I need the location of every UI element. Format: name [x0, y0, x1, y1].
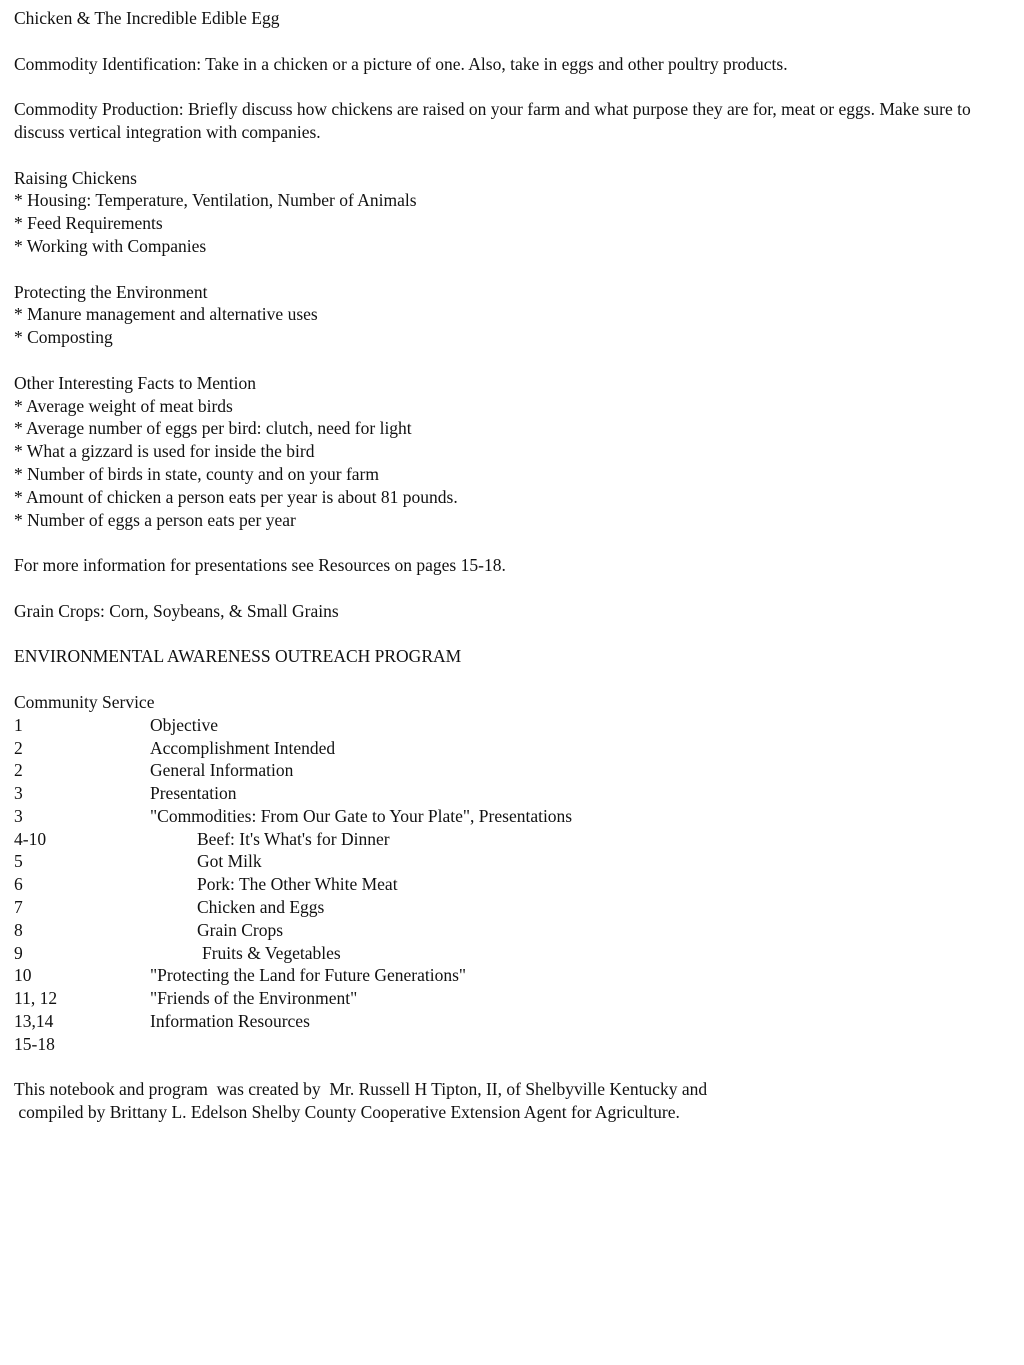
toc-page-number: 11, 12	[14, 988, 58, 1009]
list-item: * Number of birds in state, county and on your farm	[14, 463, 379, 484]
toc-row	[14, 805, 1014, 828]
credits-line: This notebook and program was created by Mr. Russell H Tipton, II, of Shelbyville Kentucky and	[14, 1079, 708, 1100]
toc-entry-label: "Commodities: From Our Gate to Your Plate", Presentations	[150, 805, 573, 826]
list-item: * Average weight of meat birds	[14, 395, 233, 416]
toc-heading: Community Service	[14, 691, 155, 712]
toc-page-number: 3	[14, 783, 23, 804]
toc-entry-label: "Protecting the Land for Future Generations"	[150, 965, 467, 986]
spacer	[14, 531, 1014, 554]
toc-entry-label: Accomplishment Intended	[150, 737, 336, 758]
toc-row	[14, 737, 1014, 760]
toc-page-number: 1	[14, 714, 23, 735]
toc-rows	[14, 714, 1014, 1056]
toc-page-number: 7	[14, 897, 23, 918]
raising-section	[14, 167, 1014, 258]
spacer	[14, 577, 1014, 600]
spacer	[14, 349, 1014, 372]
toc-row	[14, 1033, 1014, 1056]
document-page	[14, 7, 1014, 1124]
toc-page-number: 6	[14, 874, 23, 895]
commodity-identification: Commodity Identification: Take in a chicken or a picture of one. Also, take in eggs and other poultry products.	[14, 53, 788, 74]
spacer	[14, 75, 1014, 98]
list-item: * Feed Requirements	[14, 213, 163, 234]
toc-row	[14, 964, 1014, 987]
toc-row	[14, 987, 1014, 1010]
list-item: * Number of eggs a person eats per year	[14, 509, 296, 530]
toc-page-number: 8	[14, 919, 23, 940]
toc-page-number: 5	[14, 851, 23, 872]
toc-entry-label: Chicken and Eggs	[197, 897, 325, 918]
toc-entry-label: Beef: It's What's for Dinner	[197, 828, 390, 849]
spacer	[14, 30, 1014, 53]
toc-row	[14, 942, 1014, 965]
credits	[14, 1078, 1014, 1124]
facts-section	[14, 372, 1014, 532]
toc-page-number: 3	[14, 805, 23, 826]
list-item: * Composting	[14, 327, 113, 348]
toc-page-number: 9	[14, 942, 23, 963]
list-item: * Housing: Temperature, Ventilation, Number of Animals	[14, 190, 417, 211]
toc-page-number: 2	[14, 760, 23, 781]
toc-entry-label: Information Resources	[150, 1011, 310, 1032]
toc-entry-label: "Friends of the Environment"	[150, 988, 358, 1009]
spacer	[14, 258, 1014, 281]
spacer	[14, 623, 1014, 646]
toc-page-number: 10	[14, 965, 32, 986]
environment-section	[14, 281, 1014, 349]
section-heading: Protecting the Environment	[14, 281, 208, 302]
program-heading: ENVIRONMENTAL AWARENESS OUTREACH PROGRAM	[14, 646, 462, 667]
list-item: * Working with Companies	[14, 235, 207, 256]
toc-entry-label: Objective	[150, 714, 219, 735]
toc-row	[14, 714, 1014, 737]
toc-row	[14, 850, 1014, 873]
toc-row	[14, 759, 1014, 782]
toc-page-number: 4-10	[14, 828, 47, 849]
toc-entry-label: Got Milk	[197, 851, 262, 872]
list-item: * Average number of eggs per bird: clutch, need for light	[14, 418, 412, 439]
list-item: * What a gizzard is used for inside the bird	[14, 441, 315, 462]
toc-page-number: 15-18	[14, 1033, 55, 1054]
spacer	[14, 668, 1014, 691]
toc-row	[14, 919, 1014, 942]
toc-page-number: 13,14	[14, 1011, 54, 1032]
spacer	[14, 144, 1014, 167]
toc-entry-label: Pork: The Other White Meat	[197, 874, 398, 895]
table-of-contents	[14, 691, 1014, 1056]
spacer	[14, 1056, 1014, 1079]
section-heading: Raising Chickens	[14, 167, 137, 188]
toc-entry-label: General Information	[150, 760, 294, 781]
toc-page-number: 2	[14, 737, 23, 758]
toc-row	[14, 782, 1014, 805]
list-item: * Amount of chicken a person eats per year is about 81 pounds.	[14, 486, 458, 507]
toc-entry-label: Fruits & Vegetables	[202, 942, 341, 963]
toc-row	[14, 873, 1014, 896]
credits-line: compiled by Brittany L. Edelson Shelby County Cooperative Extension Agent for Agriculture.	[14, 1102, 680, 1123]
list-item: * Manure management and alternative uses	[14, 304, 318, 325]
toc-row	[14, 828, 1014, 851]
commodity-production: Commodity Production: Briefly discuss how chickens are raised on your farm and what purpose they are for, meat or eggs. Make sure to discuss vertical integration with companies.	[14, 99, 971, 142]
more-info-note: For more information for presentations see Resources on pages 15-18.	[14, 555, 506, 576]
grain-crops-heading: Grain Crops: Corn, Soybeans, & Small Grains	[14, 600, 339, 621]
toc-row	[14, 896, 1014, 919]
toc-row	[14, 1010, 1014, 1033]
document-title: Chicken & The Incredible Edible Egg	[14, 8, 280, 28]
toc-entry-label: Grain Crops	[197, 919, 284, 940]
toc-entry-label: Presentation	[150, 783, 237, 804]
section-heading: Other Interesting Facts to Mention	[14, 372, 257, 393]
